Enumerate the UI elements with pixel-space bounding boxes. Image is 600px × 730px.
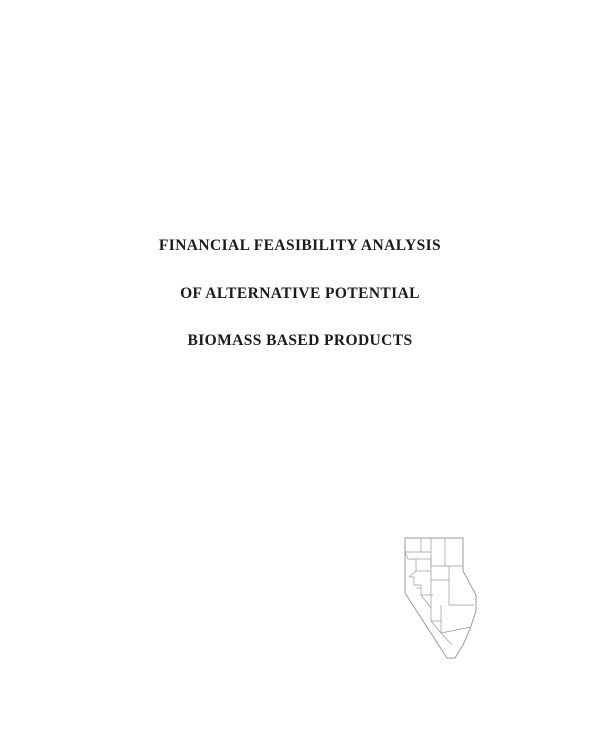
title-line-3: BIOMASS BASED PRODUCTS (187, 332, 413, 349)
nevada-county-map (375, 533, 490, 663)
title-line-1: FINANCIAL FEASIBILITY ANALYSIS (158, 237, 442, 254)
title-block (0, 238, 600, 349)
state-outline (405, 538, 476, 658)
title-line-2: OF ALTERNATIVE POTENTIAL (180, 284, 420, 302)
